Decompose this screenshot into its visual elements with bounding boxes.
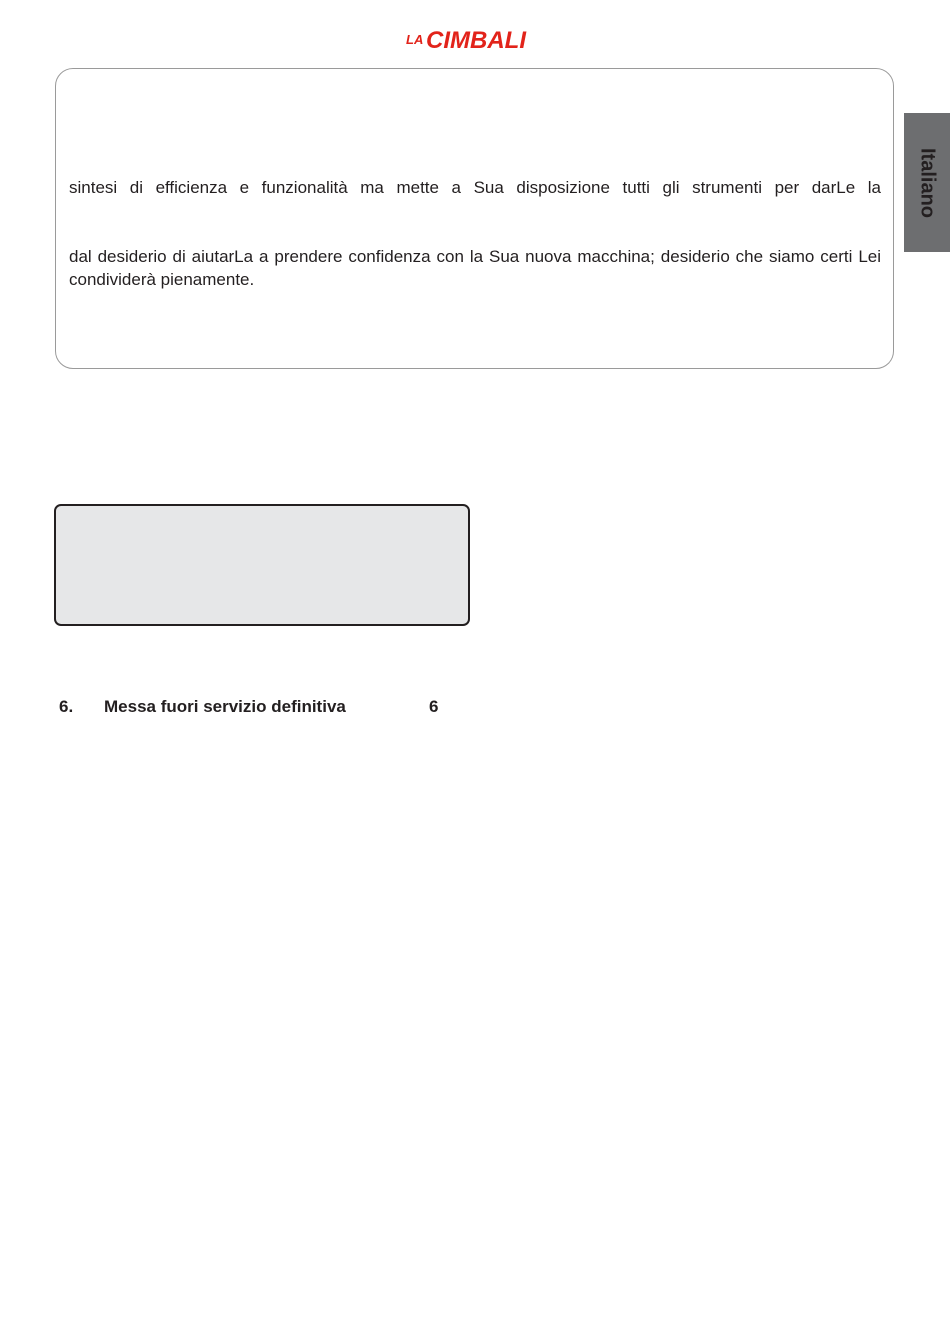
logo-prefix: LA [406, 32, 424, 47]
toc-entry-page: 6 [429, 697, 439, 716]
toc-entry-title: Messa fuori servizio definitiva [104, 697, 346, 716]
language-tab[interactable] [904, 113, 950, 252]
intro-box [55, 68, 894, 369]
logo-main: CIMBALI [426, 27, 526, 54]
language-tab-label: Italiano [916, 147, 939, 218]
intro-paragraph-2: dal desiderio di aiutarLa a prendere confidenza con la Sua nuova macchina; desiderio che siamo certi Lei condividerà pienamente. [69, 247, 881, 289]
brand-logo [400, 18, 550, 58]
grey-note-box [54, 504, 470, 626]
toc-entry-number: 6. [59, 697, 74, 716]
intro-line-1: sintesi di efficienza e funzionalità ma mette a Sua disposizione tutti gli strumenti per darLe la [69, 178, 881, 197]
